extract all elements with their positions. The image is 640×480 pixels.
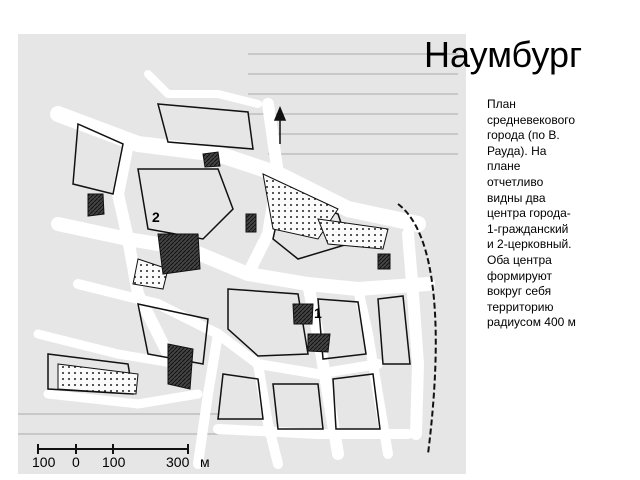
caption-line: Рауда). На <box>487 143 547 158</box>
caption-line: плане <box>487 159 521 174</box>
caption-line: радиусом 400 м <box>487 315 576 330</box>
caption-line: Оба центра <box>487 252 552 267</box>
scale-bar <box>32 444 210 470</box>
caption-line: вокруг себя <box>487 284 552 299</box>
map-drawing <box>18 34 466 474</box>
scale-label-100-right: 100 <box>102 454 126 470</box>
scale-label-unit: м <box>200 454 210 470</box>
caption-line: формируют <box>487 268 552 283</box>
caption-line: и 2-церковный. <box>487 237 572 252</box>
center-label-church: 2 <box>152 209 160 225</box>
caption-line: средневекового <box>487 112 576 127</box>
caption-line: План <box>487 97 516 111</box>
caption-line: отчетливо <box>487 174 544 189</box>
scale-label-100-left: 100 <box>32 454 56 470</box>
city-plan-map <box>18 34 466 474</box>
caption-line: города (по В. <box>487 128 560 143</box>
caption-text <box>487 97 605 331</box>
scale-label-0: 0 <box>72 454 80 470</box>
slide-title: Наумбург <box>424 34 583 75</box>
caption-line: видны два <box>487 190 546 205</box>
caption-line: территорию <box>487 299 554 314</box>
scale-label-300: 300 <box>166 454 190 470</box>
caption-line: центра города- <box>487 206 571 221</box>
center-label-civic: 1 <box>314 305 322 321</box>
caption-line: 1-гражданский <box>487 221 569 236</box>
